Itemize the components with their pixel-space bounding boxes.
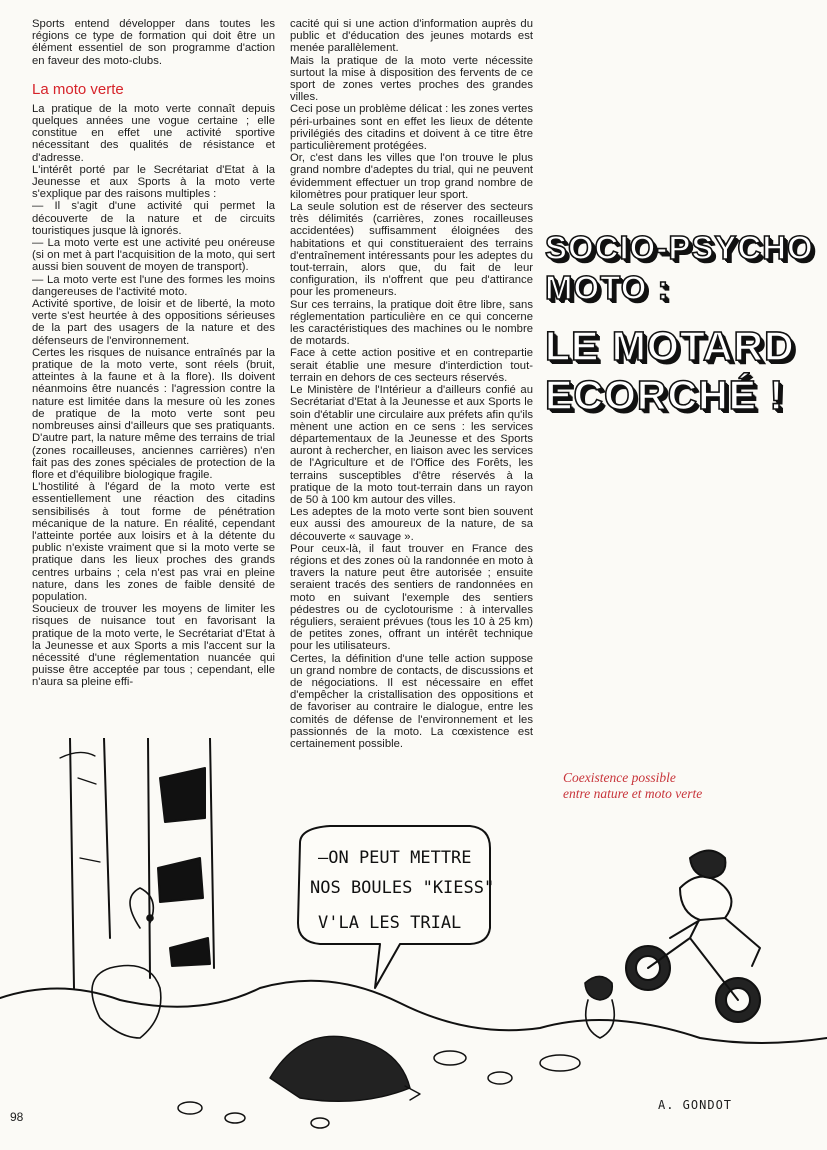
paragraph: — La moto verte est une activité peu onéreuse (si on met à part l'acquisition de la moto, qui sert aussi bien souvent de moyen de transport).: [32, 237, 275, 274]
small-rider-icon: [585, 977, 614, 1039]
headline-line: ECORCHÉ !: [545, 372, 785, 418]
paragraph: cacité qui si une action d'information auprès du public et d'éducation des jeunes motards est menée parallèlement.: [290, 18, 533, 55]
paragraph: L'hostilité à l'égard de la moto verte est essentiellement une réaction des citadins sensibilisés à tout forme de pénétration mécanique de la nature. En réalité, cependant l'atteinte portée aux loisirs et à la détente du public n'existe vraiment que si la moto verte se pratique dans les lieux proches des grands centres urbains ; cela n'est pas vrai en pleine nature, dans les zones de faible densité de population.: [32, 481, 275, 603]
paragraph: Sports entend développer dans toutes les régions ce type de formation qui doit être un élément essentiel de son programme d'action en faveur des moto-clubs.: [32, 18, 275, 67]
paragraph: Les adeptes de la moto verte sont bien souvent eux aussi des amoureux de la nature, de sa découverte « sauvage ».: [290, 506, 533, 543]
motorcyclist-icon: [626, 851, 760, 1023]
paragraph: Or, c'est dans les villes que l'on trouve le plus grand nombre d'adeptes du trial, qui ne peuvent évidemment effectuer un trop grand nombre de kilomètres pour pratiquer leur sport.: [290, 152, 533, 201]
paragraph: Face à cette action positive et en contrepartie serait établie une mesure d'interdiction tout-terrain en dehors de ces secteurs réservés.: [290, 347, 533, 384]
text-column-middle: [290, 18, 533, 750]
caption-line: Coexistence possible: [563, 770, 676, 785]
text-column-left: [32, 18, 275, 689]
section-heading: La moto verte: [32, 80, 124, 98]
headline: [545, 228, 815, 420]
artist-signature: A. GONDOT: [658, 1098, 733, 1112]
paragraph: Mais la pratique de la moto verte nécessite surtout la mise à disposition des fervents de ce sport de zones vertes proches des grandes villes.: [290, 54, 533, 104]
birch-tree-icon: [148, 738, 214, 978]
headline-line: SOCIO-PSYCHO: [545, 229, 814, 266]
paragraph: — La moto verte est l'une des formes les moins dangereuses de l'activité moto.: [32, 273, 275, 298]
paragraph: Ceci pose un problème délicat : les zones vertes péri-urbaines sont en effet les lieux de détente privilégiés des citadins et doivent à ce titre être particulièrement protégées.: [290, 103, 534, 153]
caption-line: entre nature et moto verte: [563, 786, 703, 801]
paragraph: — Il s'agit d'une activité qui permet la découverte de la nature et de circuits touristiques jusque là ignorés.: [32, 200, 275, 237]
hedgehog-icon: [270, 1036, 420, 1101]
paragraph: Soucieux de trouver les moyens de limiter les risques de nuisance tout en favorisant la pratique de la moto verte, le Secrétariat d'Etat à la Jeunesse et aux Sports a mis l'accent sur la nécessité d'une réglementation nuancée qui puisse être acceptée par tous ; cependant, elle n'aura sa pleine effi-: [32, 603, 275, 689]
paragraph: Certes les risques de nuisance entraînés par la pratique de la moto verte, sont réels (bruit, atteintes à la faune et à la flore). Ils doivent néanmoins être nuancés : l'agression contre la nature est limitée dans la mesure où les zones de pratique de la moto verte sont peu nombreuses ainsi d'ailleurs que ses pratiquants. D'autre part, la nature même des terrains de trial (zones rocailleuses, anciennes carrières) n'en fait pas des zones spéciales de protection de la flore et d'équilibre biologique fragile.: [32, 346, 275, 481]
tree-icon: [60, 738, 110, 988]
bubble-text: NOS BOULES "KIESS": [310, 878, 495, 898]
headline-line: LE MOTARD: [545, 323, 795, 369]
paragraph: L'intérêt porté par le Secrétariat d'Etat à la Jeunesse et aux Sports à la moto verte s'explique par des raisons multiples :: [32, 163, 275, 201]
paragraph: Sur ces terrains, la pratique doit être libre, sans réglementation particulière en ce qui concerne les caractéristiques des machines ou le nombre de motards.: [290, 298, 533, 348]
paragraph: Le Ministère de l'Intérieur a d'ailleurs confié au Secrétariat d'Etat à la Jeunesse et aux Sports le soin d'établir une circulaire aux préfets afin qu'ils mènent une action en ce sens : les services départementaux de la Jeunesse et des Sports auront à rechercher, en liaison avec les services de l'Agriculture et de l'Office des Forêts, les terrains susceptibles d'être réservés à la pratique de la moto tout-terrain dans un rayon de 50 à 100 km autour des villes.: [290, 384, 533, 506]
page-number: 98: [10, 1110, 24, 1124]
bubble-text: V'LA LES TRIAL: [318, 913, 462, 933]
paragraph: La pratique de la moto verte connaît depuis quelques années une vogue certaine ; elle constitue en effet une activité sportive nécessitant des qualités de résistance et d'adresse.: [32, 102, 275, 164]
bubble-text: —ON PEUT METTRE: [318, 848, 472, 868]
paragraph: Certes, la définition d'une telle action suppose un grand nombre de contacts, de discussions et de négociations. Il est nécessaire en effet d'empêcher la cristallisation des oppositions et de favoriser au contraire le dialogue, entre les comités de défense de l'environnement et les passionnés de la moto. La cœxistence est certainement possible.: [290, 652, 533, 750]
cartoon-illustration: [0, 738, 827, 1150]
headline-line: MOTO :: [545, 269, 670, 306]
paragraph: Activité sportive, de loisir et de liberté, la moto verte s'est heurtée à des oppositions sérieuses de la part des usagers de la nature et des défenseurs de l'environnement.: [32, 298, 275, 347]
speech-bubble: [298, 826, 494, 988]
ground-line: [0, 981, 827, 1043]
paragraph: Pour ceux-là, il faut trouver en France des régions et des zones où la randonnée en moto à travers la nature peut être autorisée ; ensuite seraient tracés des sentiers de randonnées en moto en suivant l'exemple des sentiers pédestres ou de cyclotourisme : à intervalles réguliers, seraient prévues (tous les 10 à 25 km) de petites zones, offrant un intérêt technique pour les utilisateurs.: [290, 542, 533, 653]
paragraph: La seule solution est de réserver des secteurs très délimités (carrières, zones rocailleuses accidentées) suffisamment éloignées des habitations et qui constitueraient des terrains d'entraînement intéressants pour les adeptes du tout-terrain, alors que, du fait de leur configuration, ils n'offrent que peu d'attirance pour les promeneurs.: [290, 201, 533, 299]
